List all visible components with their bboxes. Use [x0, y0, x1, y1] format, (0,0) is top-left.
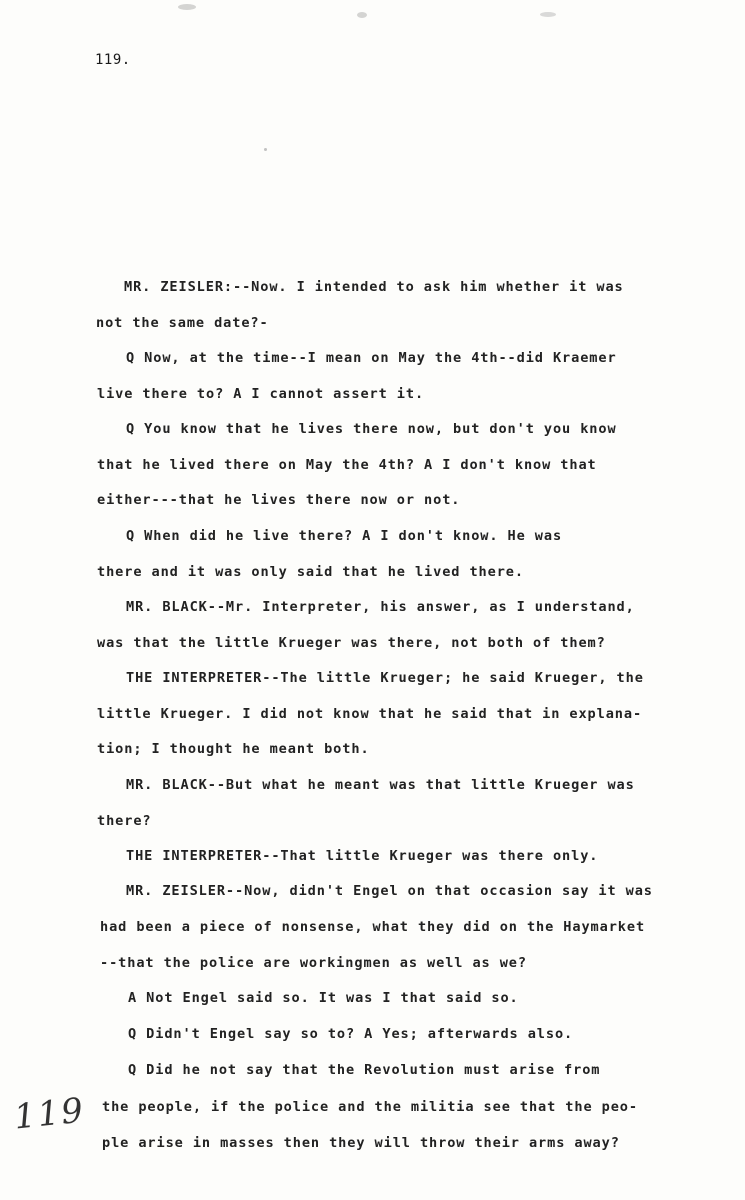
transcript-line: ple arise in masses then they will throw their arms away? — [102, 1135, 620, 1151]
transcript-line: Q Didn't Engel say so to? A Yes; afterwards also. — [128, 1026, 574, 1042]
transcript-line: MR. ZEISLER:--Now. I intended to ask him whether it was — [124, 279, 624, 295]
page-number: 119. — [95, 52, 131, 68]
transcript-line: MR. BLACK--But what he meant was that little Krueger was — [126, 777, 635, 793]
scan-speck — [178, 4, 196, 10]
transcript-line: Q Did he not say that the Revolution must arise from — [128, 1062, 601, 1078]
transcript-line: THE INTERPRETER--The little Krueger; he said Krueger, the — [126, 670, 644, 686]
transcript-line: either---that he lives there now or not. — [97, 492, 461, 508]
transcript-line: there? — [97, 813, 152, 829]
transcript-line: MR. ZEISLER--Now, didn't Engel on that occasion say it was — [126, 883, 653, 899]
transcript-line: not the same date?- — [96, 315, 269, 331]
transcript-line: had been a piece of nonsense, what they did on the Haymarket — [100, 919, 646, 935]
scan-speck — [357, 12, 367, 18]
scan-speck — [540, 12, 556, 17]
scan-speck — [264, 148, 267, 151]
transcript-line: Q You know that he lives there now, but don't you know — [126, 421, 617, 437]
transcript-line: that he lived there on May the 4th? A I don't know that — [97, 457, 597, 473]
transcript-line: live there to? A I cannot assert it. — [97, 386, 425, 402]
transcript-line: Q Now, at the time--I mean on May the 4th--did Kraemer — [126, 350, 617, 366]
transcript-line: the people, if the police and the militia see that the peo- — [102, 1099, 638, 1115]
transcript-line: THE INTERPRETER--That little Krueger was there only. — [126, 848, 599, 864]
transcript-line: there and it was only said that he lived there. — [97, 564, 524, 580]
transcript-line: Q When did he live there? A I don't know. He was — [126, 528, 563, 544]
handwritten-margin-number: 119 — [12, 1090, 87, 1138]
transcript-line: was that the little Krueger was there, not both of them? — [97, 635, 606, 651]
transcript-line: tion; I thought he meant both. — [97, 741, 370, 757]
transcript-line: MR. BLACK--Mr. Interpreter, his answer, as I understand, — [126, 599, 635, 615]
transcript-line: little Krueger. I did not know that he said that in explana- — [97, 706, 643, 722]
transcript-line: --that the police are workingmen as well as we? — [100, 955, 527, 971]
transcript-line: A Not Engel said so. It was I that said so. — [128, 990, 519, 1006]
